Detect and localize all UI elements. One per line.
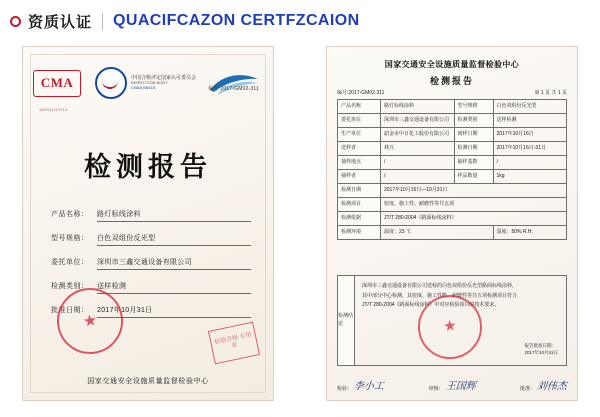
table-row (338, 198, 567, 212)
cma-logo: CMA (33, 70, 81, 97)
signature-name: 李小工 (353, 381, 385, 392)
table-row (338, 100, 567, 114)
cell-value: 2017年10月16日 (493, 128, 567, 142)
certificate-footer: 国家交通安全设施质量监督检验中心 (87, 378, 209, 385)
signature-inspector (337, 377, 384, 392)
cell-value: 送样检测 (493, 114, 567, 128)
cell-key: 检测类别 (454, 114, 493, 128)
official-square-stamp: 检验合格 专用章 (208, 322, 260, 365)
conclusion-block (337, 275, 567, 366)
certificate-cover-image[interactable] (22, 46, 274, 401)
table-row (338, 184, 567, 198)
cell-value: JT/T 280-2004《路面标线涂料》 (381, 212, 567, 226)
cell-value: 湿度：50% R.H. (493, 226, 567, 240)
cell-value: 路灯标线涂料 (381, 100, 455, 114)
section-header (0, 0, 600, 42)
field-value: 白色双组份反光型 (97, 233, 251, 246)
report-org: 国家交通安全设施质量监督检验中心 (384, 60, 520, 69)
cell-value: / (381, 156, 455, 170)
swoosh-logo-icon (208, 70, 260, 96)
cell-key: 样品数量 (454, 170, 493, 184)
cnas-line-2: INSPECTION BODY (131, 80, 168, 86)
cell-value: 2017年10月16日-31日 (493, 142, 567, 156)
report-meta (337, 89, 567, 96)
cell-key: 检测环境 (338, 226, 381, 240)
cnas-line-1: 中国合格评定国家认可委员会 (131, 75, 197, 82)
cell-key: 检测依据 (338, 212, 381, 226)
table-row (338, 128, 567, 142)
cnas-text (131, 76, 196, 90)
cell-value: 温度：23 ℃ (381, 226, 494, 240)
cell-key: 检测日期 (454, 142, 493, 156)
field-label: 批准日期： (51, 307, 89, 314)
report-meta-page: 第 1 页 共 1 页 (534, 90, 567, 96)
certificate-field (51, 257, 251, 270)
cell-key: 产品名称 (338, 100, 381, 114)
certificate-title: 检测报告 (84, 152, 212, 182)
signature-name: 王国辉 (444, 381, 476, 392)
cnas-logo (95, 67, 196, 99)
field-label: 检测类别： (51, 283, 89, 290)
accreditation-logos (33, 63, 263, 112)
certificate-field (51, 209, 251, 222)
report-meta-code: 编号:2017-GM02-311 (337, 90, 385, 96)
conclusion-line: 其中部分中心检测，其密度、施工性能、耐磨性等共五项检测项目符合 (362, 292, 518, 299)
cell-key: 到样日期 (454, 128, 493, 142)
conclusion-line: 深圳市三鑫交通设备有限公司送检的白色双组份反光型路面标线涂料， (362, 283, 518, 289)
cell-key: 抽样基数 (454, 156, 493, 170)
field-label: 委托单位： (51, 259, 89, 266)
cnas-line-3: CNAS B0418 (131, 84, 155, 90)
cell-value: 白色双组份反光型 (493, 100, 567, 114)
cell-key: 生产单位 (338, 128, 381, 142)
table-row (338, 156, 567, 170)
field-label: 产品名称： (51, 211, 89, 218)
conclusion-body (355, 276, 566, 365)
field-value: 送样检测 (97, 281, 251, 294)
report-header (327, 59, 577, 87)
page-title-cn: 资质认证 (28, 13, 93, 31)
conclusion-label: 检测结论 (338, 276, 355, 365)
cnas-mark-icon (95, 67, 127, 99)
table-row (338, 142, 567, 156)
cell-value: / (493, 156, 567, 170)
table-row (338, 212, 567, 226)
cell-value: 韶金市中日化工股份有限公司 (381, 128, 455, 142)
field-value: 路灯标线涂料 (97, 209, 251, 222)
cell-value: 1kg (493, 170, 567, 184)
cell-key: 型号规格 (454, 100, 493, 114)
page-title-en: QUACIFCAZON CERTFZCAION (113, 12, 360, 29)
table-row (338, 226, 567, 240)
cell-key: 检测项目 (338, 198, 381, 212)
bullet-dot-icon (10, 16, 21, 27)
report-table (337, 99, 567, 240)
report-title: 检测报告 (429, 76, 474, 86)
approval-date-label: 报告批准日期： (524, 342, 556, 348)
table-row (338, 114, 567, 128)
documents-row (0, 46, 600, 414)
cell-key: 抽样地点 (338, 156, 381, 170)
cell-value: 林兴 (381, 142, 455, 156)
signature-label: 审核： (428, 386, 444, 392)
approval-date (524, 342, 558, 357)
certificate-field (51, 233, 251, 246)
cell-key: 抽样者 (338, 170, 381, 184)
cell-key: 检测日期 (338, 184, 381, 198)
cma-sub-code: 180001113713 (39, 107, 68, 112)
field-value: 2017年10月31日 (97, 305, 251, 318)
field-value: 深圳市三鑫交通设备有限公司 (97, 257, 251, 270)
cell-value: 2017年10月16日—10月31日 (381, 184, 567, 198)
table-row (338, 170, 567, 184)
cell-value: 密度、施工性、耐磨性等共五项 (381, 198, 567, 212)
report-code: 编号:2017-GM02-311 (208, 86, 259, 92)
cell-value: / (381, 170, 455, 184)
signature-label: 检验： (337, 386, 353, 392)
signature-approver (520, 377, 567, 392)
report-page-image[interactable] (326, 46, 578, 401)
cell-key: 送样者 (338, 142, 381, 156)
approval-date-value: 2017年10月31日 (524, 350, 558, 356)
signature-reviewer (428, 377, 475, 392)
field-label: 型号规格： (51, 235, 89, 242)
signature-name: 刘伟杰 (536, 381, 568, 392)
cell-key: 委托单位 (338, 114, 381, 128)
cell-value: 深圳市三鑫交通设备有限公司 (381, 114, 455, 128)
conclusion-line: JT/T 280-2004《路面标线涂料》中对应检验项目的技术要求。 (362, 302, 500, 308)
signature-row (337, 377, 567, 392)
signature-label: 批准： (519, 386, 535, 392)
header-divider (102, 13, 103, 30)
